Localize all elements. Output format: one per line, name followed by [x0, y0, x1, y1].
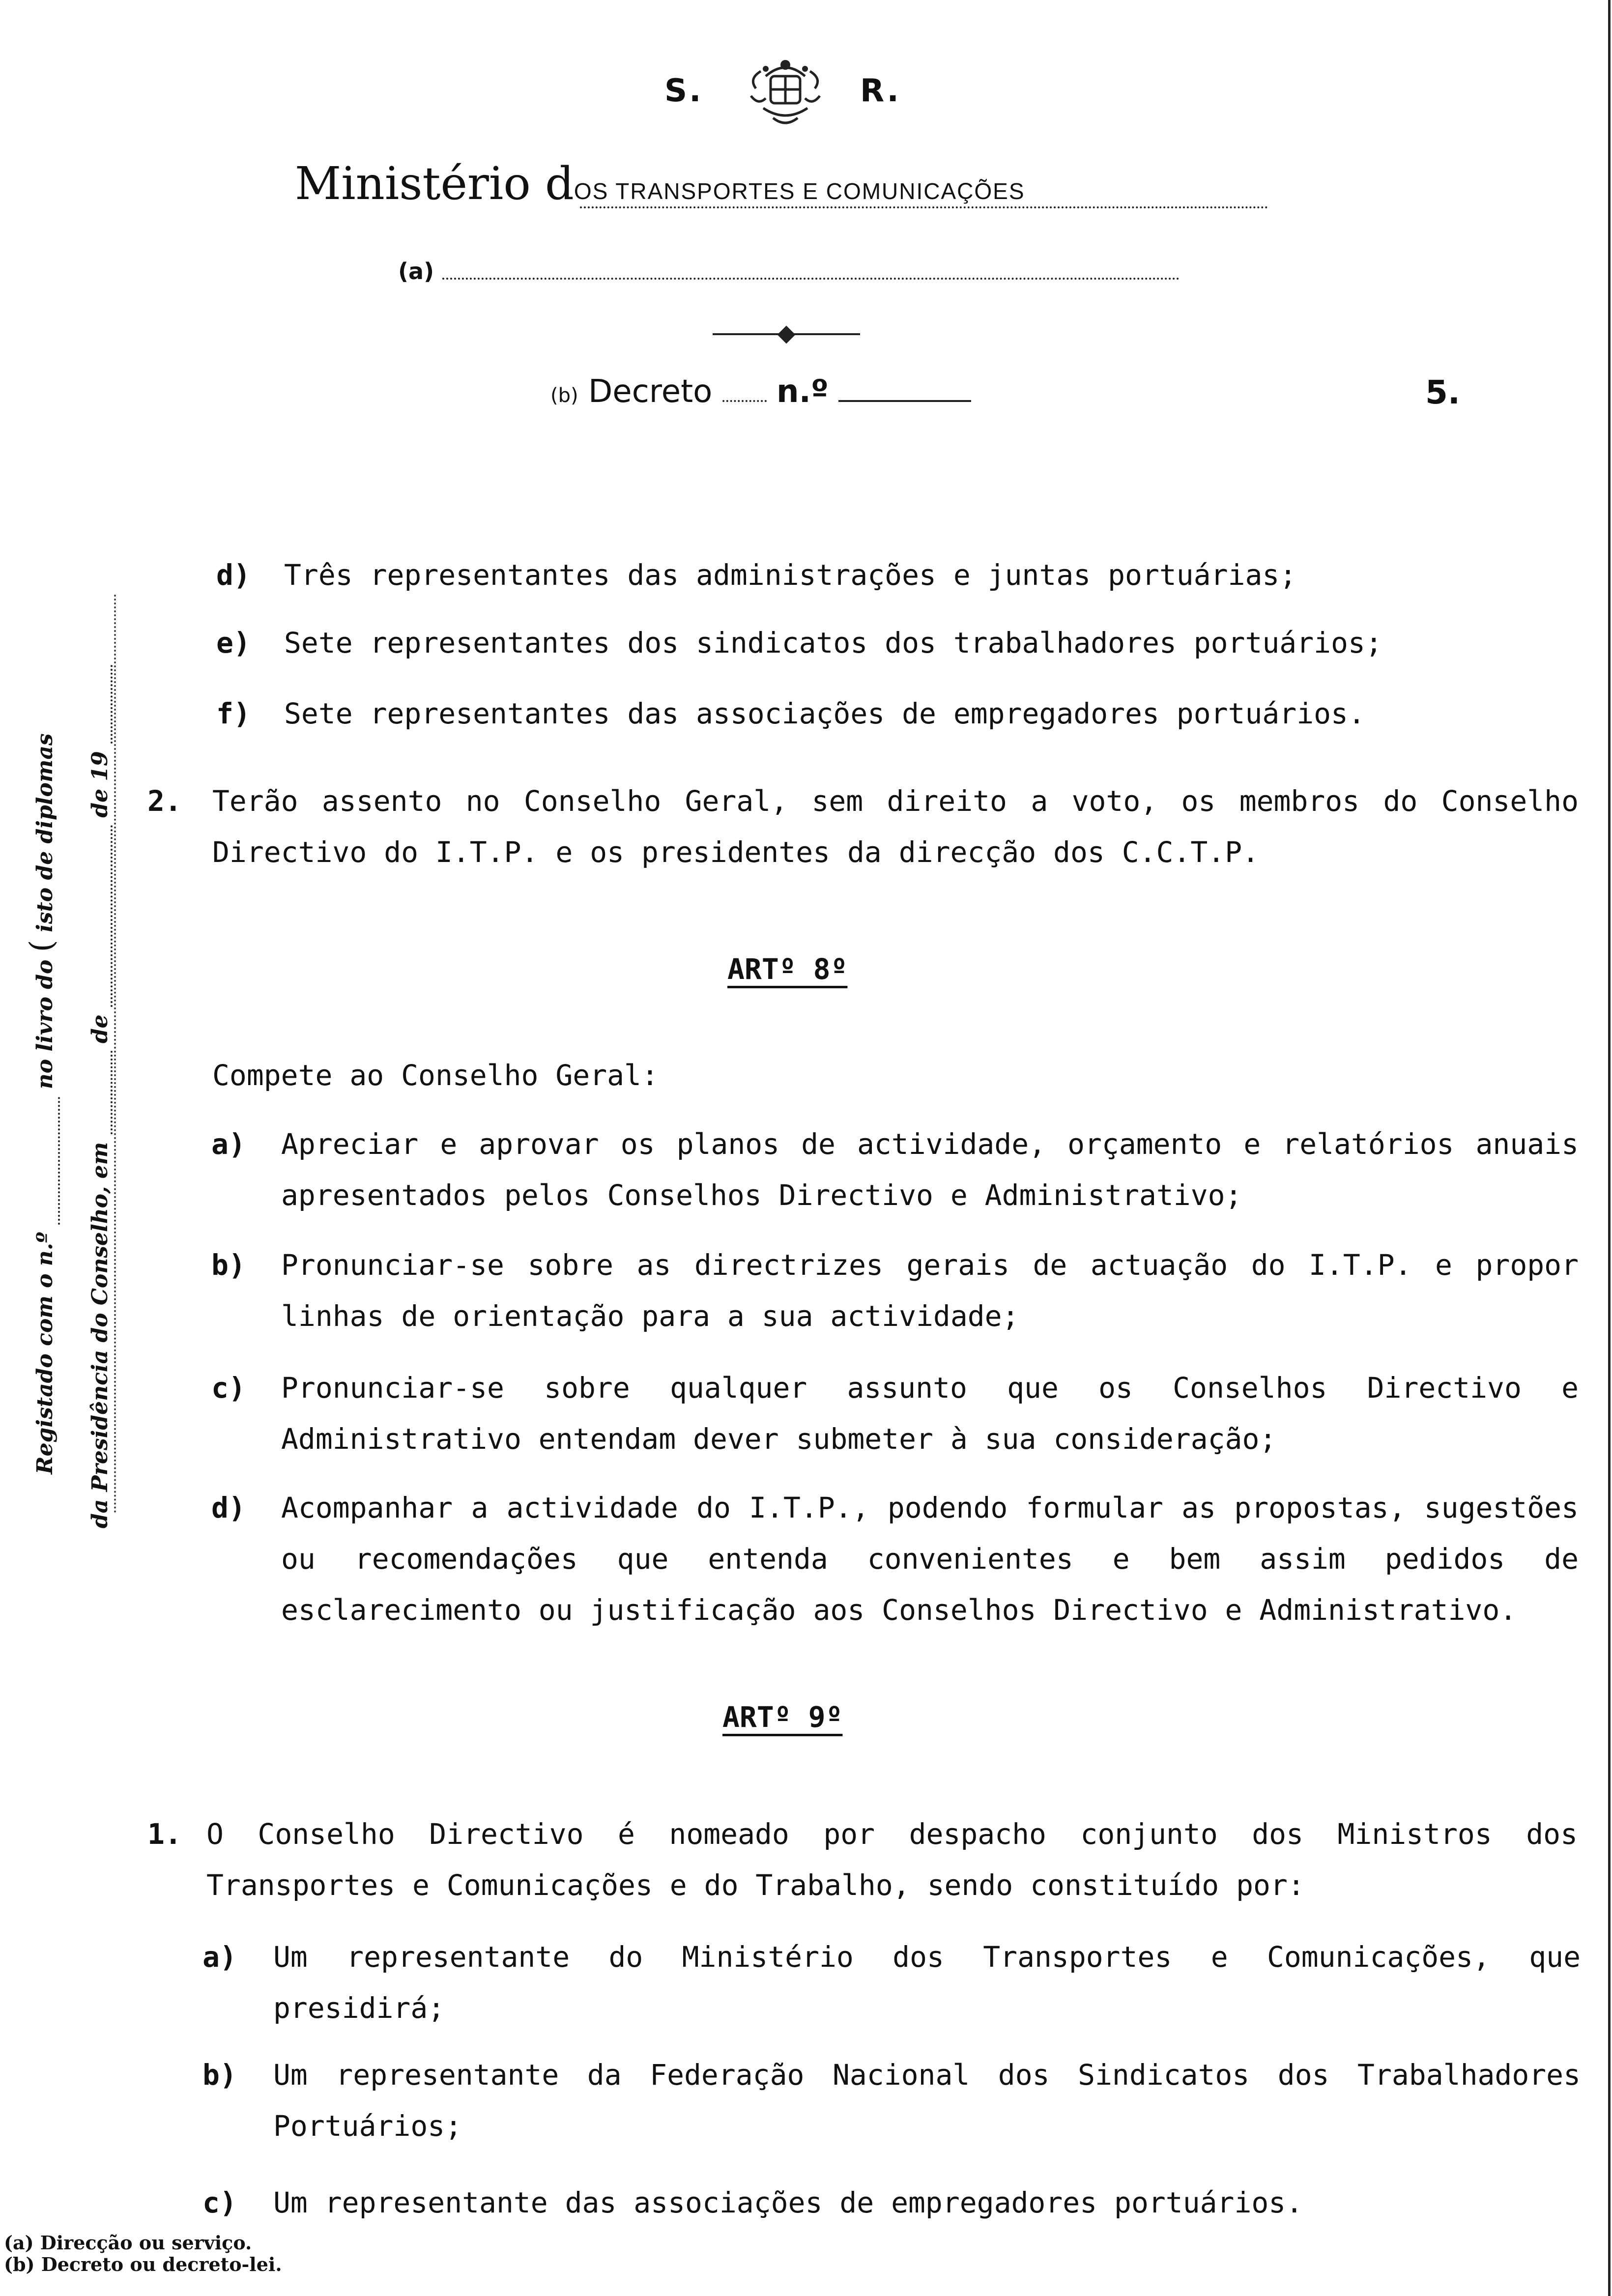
ministry-name: OS TRANSPORTES E COMUNICAÇÕES: [574, 178, 1025, 204]
art9-para1-number: 1.: [147, 1817, 182, 1851]
art9-label-c: c): [202, 2186, 237, 2219]
para2-number: 2.: [147, 784, 182, 818]
art8-label-d: d): [211, 1491, 246, 1524]
art9-text-c: Um representante das associações de empregadores portuários.: [273, 2186, 1303, 2219]
margin-registration-line-2: da Presidência do Conselho, em de de 19: [87, 665, 113, 1528]
decree-line: [550, 373, 971, 410]
para2-text: Terão assento no Conselho Geral, sem direito a voto, os membros do Conselho Directivo do I.T.P. e os presidentes da direcção dos C.C.T.P.: [212, 784, 1579, 869]
coat-of-arms-emblem: [736, 49, 835, 133]
art8-heading: ARTº 8º: [727, 952, 848, 986]
header-right-letter: R.: [860, 73, 901, 109]
art8-label-a: a): [211, 1127, 246, 1161]
art8-text-a: Apreciar e aprovar os planos de actividade, orçamento e relatórios anuais apresentados pelos Conselhos Directivo e Administrativo;: [281, 1127, 1579, 1212]
ministry-title: [295, 157, 1025, 210]
art9-label-b: b): [202, 2058, 237, 2092]
list1-text-f: Sete representantes das associações de empregadores portuários.: [284, 697, 1365, 730]
footnote-a: (a) Direcção ou serviço.: [4, 2232, 252, 2254]
art8-label-b: b): [211, 1248, 246, 1282]
ministry-dotted-line: [580, 206, 1268, 208]
line-a-dotted: [442, 278, 1180, 280]
header-left-letter: S.: [664, 73, 703, 109]
footnote-b: (b) Decreto ou decreto-lei.: [4, 2253, 282, 2275]
list1-text-d: Três representantes das administrações e juntas portuárias;: [284, 558, 1297, 592]
art8-text-d: Acompanhar a actividade do I.T.P., podendo formular as propostas, sugestões ou recomendações que entenda convenientes e bem assim pedidos de esclarecimento ou justificação aos Conselhos Directivo e Administrativo.: [281, 1491, 1579, 1627]
art8-intro: Compete ao Conselho Geral:: [212, 1059, 659, 1092]
decree-number-label: n.º: [777, 373, 829, 410]
ornament-diamond-icon: [777, 326, 796, 344]
list1-text-e: Sete representantes dos sindicatos dos trabalhadores portuários;: [284, 626, 1382, 660]
scan-edge: [1608, 0, 1611, 2296]
art9-label-a: a): [202, 1940, 237, 1974]
art9-text-a: Um representante do Ministério dos Transportes e Comunicações, que presidirá;: [273, 1940, 1581, 2025]
list1-label-f: f): [216, 697, 251, 730]
line-a-label: (a): [398, 258, 434, 285]
decree-type-blank: [722, 400, 767, 402]
page-number: 5.: [1425, 373, 1460, 411]
decree-marker: (b): [550, 384, 578, 407]
decree-label: Decreto: [588, 373, 713, 410]
art8-label-c: c): [211, 1371, 246, 1405]
list1-label-d: d): [216, 558, 251, 592]
decree-number-blank: [838, 400, 971, 402]
margin-brace: [114, 595, 119, 1514]
margin-registration-line-1: Registado com o n.º no livro do ( isto de diplomas: [24, 733, 60, 1474]
art8-text-b: Pronunciar-se sobre as directrizes gerais de actuação do I.T.P. e propor linhas de orientação para a sua actividade;: [281, 1248, 1579, 1333]
ministry-prefix: Ministério d: [295, 157, 574, 210]
list1-label-e: e): [216, 626, 251, 660]
footnotes: [4, 2232, 282, 2275]
art9-text-b: Um representante da Federação Nacional dos Sindicatos dos Trabalhadores Portuários;: [273, 2058, 1581, 2143]
art9-heading: ARTº 9º: [722, 1700, 843, 1734]
art9-para1-text: O Conselho Directivo é nomeado por despacho conjunto dos Ministros dos Transportes e Comunicações e do Trabalho, sendo constituído por:: [206, 1817, 1578, 1902]
art8-text-c: Pronunciar-se sobre qualquer assunto que os Conselhos Directivo e Administrativo entendam dever submeter à sua consideração;: [281, 1371, 1579, 1456]
